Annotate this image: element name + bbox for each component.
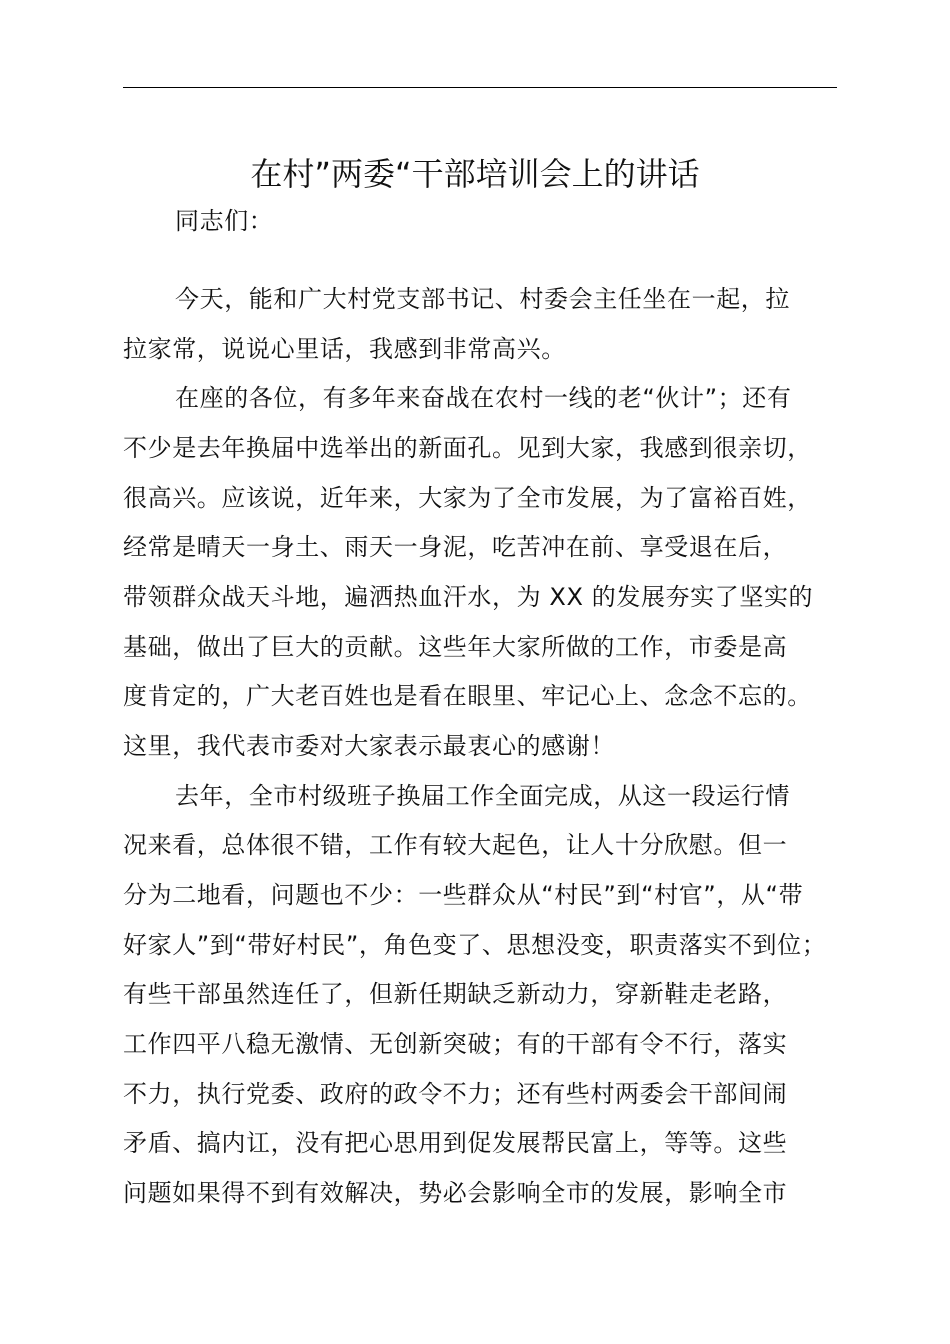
salutation-line: 同志们： (175, 207, 274, 235)
paragraph-line: 有些干部虽然连任了，但新任期缺乏新动力，穿新鞋走老路， (123, 980, 788, 1008)
paragraph-line: 度肯定的，广大老百姓也是看在眼里、牢记心上、念念不忘的。 (123, 682, 812, 710)
paragraph-line: 好家人”到“带好村民”，角色变了、思想没变，职责落实不到位； (123, 931, 827, 959)
paragraph-line: 况来看，总体很不错，工作有较大起色，让人十分欣慰。但一 (123, 831, 788, 859)
paragraph-line: 很高兴。应该说，近年来，大家为了全市发展，为了富裕百姓， (123, 484, 812, 512)
paragraph-line: 拉家常，说说心里话，我感到非常高兴。 (123, 335, 566, 363)
paragraph-line: 矛盾、搞内讧，没有把心思用到促发展帮民富上，等等。这些 (123, 1129, 788, 1157)
paragraph-line: 经常是晴天一身土、雨天一身泥，吃苦冲在前、享受退在后， (123, 533, 788, 561)
paragraph-line: 在座的各位，有多年来奋战在农村一线的老“伙计”；还有 (175, 384, 792, 412)
paragraph-line: 这里，我代表市委对大家表示最衷心的感谢！ (123, 732, 615, 760)
header-rule (123, 87, 837, 88)
paragraph-line: 不力，执行党委、政府的政令不力；还有些村两委会干部间闹 (123, 1080, 788, 1108)
paragraph-line: 今天，能和广大村党支部书记、村委会主任坐在一起，拉 (175, 285, 790, 313)
paragraph-line: 分为二地看，问题也不少：一些群众从“村民”到“村官”，从“带 (123, 881, 804, 909)
paragraph-line: 问题如果得不到有效解决，势必会影响全市的发展，影响全市 (123, 1179, 788, 1207)
paragraph-line: 带领群众战天斗地，遍洒热血汗水，为 XX 的发展夯实了坚实的 (123, 583, 814, 611)
paragraph-line: 基础，做出了巨大的贡献。这些年大家所做的工作，市委是高 (123, 633, 788, 661)
paragraph-line: 不少是去年换届中选举出的新面孔。见到大家，我感到很亲切， (123, 434, 812, 462)
paragraph-line: 去年，全市村级班子换届工作全面完成，从这一段运行情 (175, 782, 790, 810)
document-title: 在村”两委“干部培训会上的讲话 (250, 155, 700, 193)
paragraph-line: 工作四平八稳无激情、无创新突破；有的干部有令不行，落实 (123, 1030, 788, 1058)
